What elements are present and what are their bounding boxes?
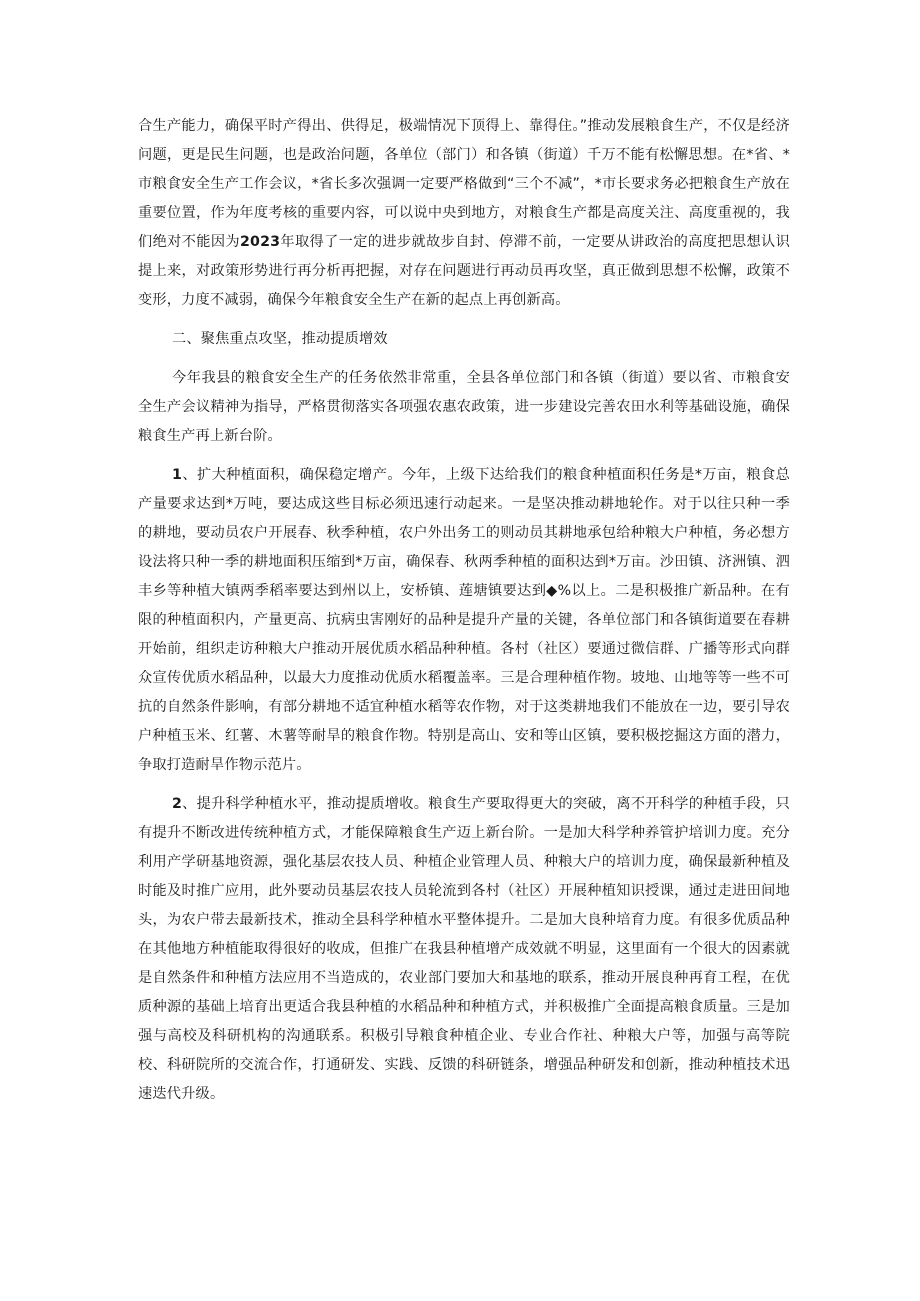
paragraph-text-part-1: 合生产能力，确保平时产得出、供得足，极端情况下顶得上、靠得住。”推动发展粮食生产，不仅是经济问题，更是民生问题，也是政治问题，各单位（部门）和各镇（街道）千万不能有松懈思想。在*省、*市粮食安全生产工作会议，*省长多次强调一定要严格做到“三个不减”，*市长要求务必把粮食生产放在重要位置，作为年度考核的重要内容，可以说中央到地方，对粮食生产都是高度关注、高度重视的，我们绝对不能因为 [138,118,790,250]
document-page [138,112,790,1109]
paragraph-production-capacity [138,112,790,315]
item-number-2: 2 [172,796,183,812]
year-text: 2023 [239,234,281,250]
section-heading-2: 二、聚焦重点攻坚，推动提质增效 [172,331,388,347]
paragraph-section-intro: 今年我县的粮食安全生产的任务依然非常重，全县各单位部门和各镇（街道）要以省、市粮食安全生产会议精神为指导，严格贯彻落实各项强农惠农政策，进一步建设完善农田水利等基础设施，确保粮食生产再上新台阶。 [138,370,790,444]
paragraph-item-2 [138,790,790,1109]
item-number-1: 1 [172,467,183,483]
paragraph-text-part-2: 年取得了一定的进步就故步自封、停滞不前，一定要从讲政治的高度把思想认识提上来，对政策形势进行再分析再把握，对存在问题进行再动员再攻坚，真正做到思想不松懈，政策不变形，力度不减弱，确保今年粮食安全生产在新的起点上再创新高。 [138,234,790,308]
paragraph-item-1 [138,461,790,780]
item-text-1: 、扩大种植面积，确保稳定增产。今年，上级下达给我们的粮食种植面积任务是*万亩，粮食总产量要求达到*万吨，要达成这些目标必须迅速行动起来。一是坚决推动耕地轮作。对于以往只种一季的耕地，要动员农户开展春、秋季种植，农户外出务工的则动员其耕地承包给种粮大户种植，务必想方设法将只种一季的耕地面积压缩到*万亩，确保春、秋两季种植的面积达到*万亩。沙田镇、济洲镇、泗丰乡等种植大镇两季稻率要达到州以上，安桥镇、莲塘镇要达到◆%以上。二是积极推广新品种。在有限的种植面积内，产量更高、抗病虫害刚好的品种是提升产量的关键，各单位部门和各镇街道要在春耕开始前，组织走访种粮大户推动开展优质水稻品种种植。各村（社区）要通过微信群、广播等形式向群众宣传优质水稻品种，以最大力度推动优质水稻覆盖率。三是合理种植作物。坡地、山地等等一些不可抗的自然条件影响，有部分耕地不适宜种植水稻等农作物，对于这类耕地我们不能放在一边，要引导农户种植玉米、红薯、木薯等耐旱的粮食作物。特别是高山、安和等山区镇，要积极挖掘这方面的潜力，争取打造耐旱作物示范片。 [138,467,790,773]
item-text-2: 、提升科学种植水平，推动提质增收。粮食生产要取得更大的突破，离不开科学的种植手段，只有提升不断改进传统种植方式，才能保障粮食生产迈上新台阶。一是加大科学种养管护培训力度。充分利用产学研基地资源，强化基层农技人员、种植企业管理人员、种粮大户的培训力度，确保最新种植及时能及时推广应用，此外要动员基层农技人员轮流到各村（社区）开展种植知识授课，通过走进田间地头，为农户带去最新技术，推动全县科学种植水平整体提升。二是加大良种培育力度。有很多优质品种在其他地方种植能取得很好的收成，但推广在我县种植增产成效就不明显，这里面有一个很大的因素就是自然条件和种植方法应用不当造成的，农业部门要加大和基地的联系，推动开展良种再育工程，在优质种源的基础上培育出更适合我县种植的水稻品种和种植方式，并积极推广全面提高粮食质量。三是加强与高校及科研机构的沟通联系。积极引导粮食种植企业、专业合作社、种粮大户等，加强与高等院校、科研院所的交流合作，打通研发、实践、反馈的科研链条，增强品种研发和创新，推动种植技术迅速迭代升级。 [138,796,790,1102]
